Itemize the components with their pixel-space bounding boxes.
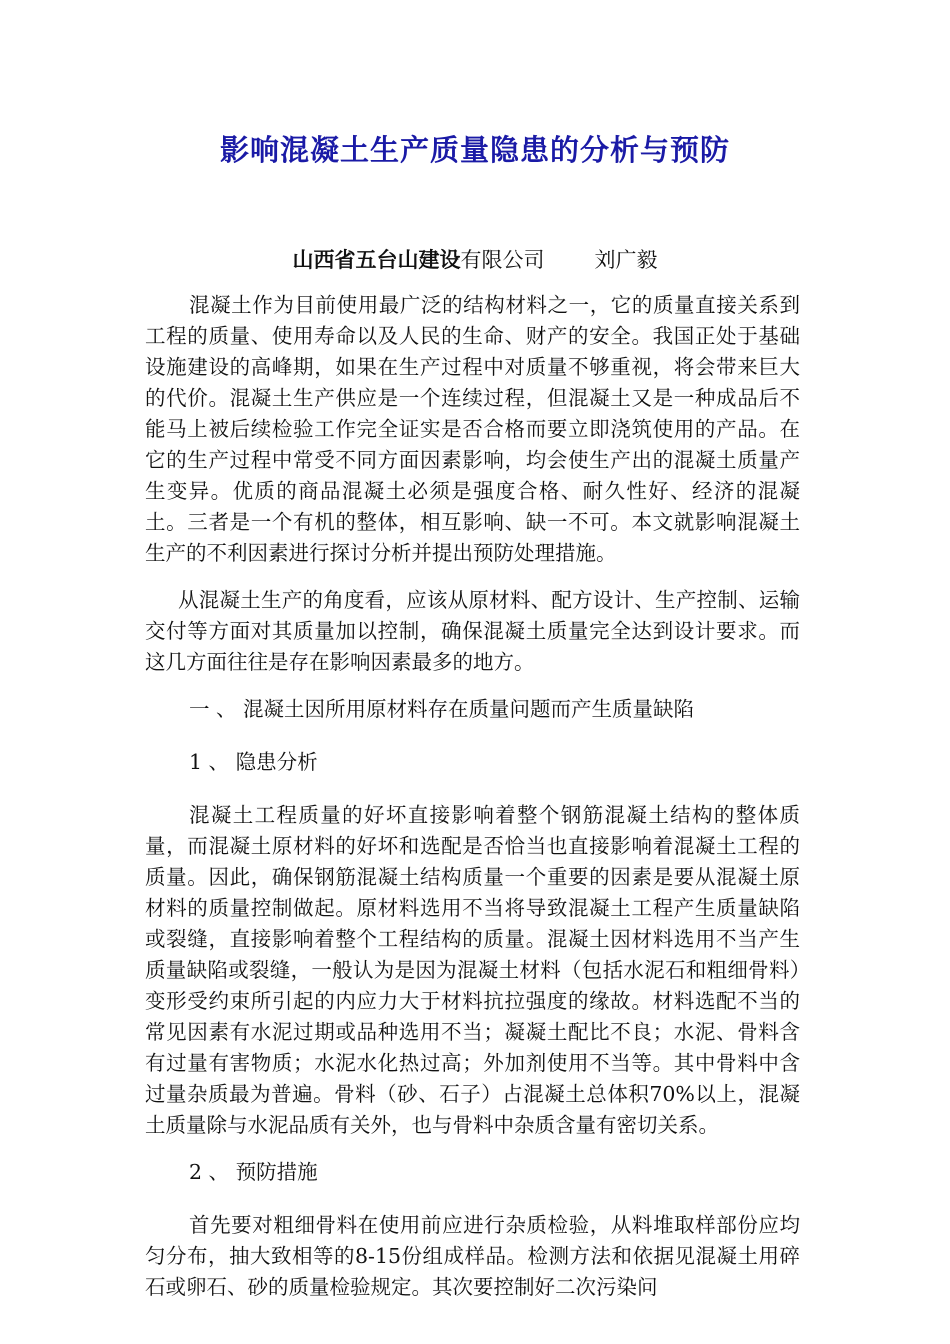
byline-org-bold: 山西省五台山建设 [292,247,461,272]
byline-author: 刘广毅 [594,248,658,272]
scope-paragraph: 从混凝土生产的角度看，应该从原材料、配方设计、生产控制、运输交付等方面对其质量加以控制，确保混凝土质量完全达到设计要求。而这几方面往往是存在影响因素最多的地方。 [145,588,800,674]
document-title: 影响混凝土生产质量隐患的分析与预防 [219,133,730,167]
section-heading-1: 一 、 混凝土因所用原材料存在质量问题而产生质量缺陷 [189,697,695,721]
measures-paragraph: 首先要对粗细骨料在使用前应进行杂质检验，从料堆取样部份应均匀分布，抽大致相等的8-15份组成样品。检测方法和依据见混凝土用碎石或卵石、砂的质量检验规定。其次要控制好二次污染问 [145,1213,800,1299]
subsection-heading-1: 1 、 隐患分析 [189,750,318,774]
subsection-heading-2: 2 、 预防措施 [189,1160,318,1184]
byline-org-rest: 有限公司 [460,248,545,272]
analysis-paragraph: 混凝土工程质量的好坏直接影响着整个钢筋混凝土结构的整体质量，而混凝土原材料的好坏和选配是否恰当也直接影响着混凝土工程的质量。因此，确保钢筋混凝土结构质量一个重要的因素是要从混凝土原材料的质量控制做起。原材料选用不当将导致混凝土工程产生质量缺陷或裂缝，直接影响着整个工程结构的质量。混凝土因材料选用不当产生质量缺陷或裂缝，一般认为是因为混凝土材料（包括水泥石和粗细骨料）变形受约束所引起的内应力大于材料抗拉强度的缘故。材料选配不当的常见因素有水泥过期或品种选用不当；凝凝土配比不良；水泥、骨料含有过量有害物质；水泥水化热过高；外加剂使用不当等。其中骨料中含过量杂质最为普遍。骨料（砂、石子）占混凝土总体积70%以上，混凝土质量除与水泥品质有关外，也与骨料中杂质含量有密切关系。 [145,803,800,1137]
intro-paragraph: 混凝土作为目前使用最广泛的结构材料之一，它的质量直接关系到工程的质量、使用寿命以及人民的生命、财产的安全。我国正处于基础设施建设的高峰期，如果在生产过程中对质量不够重视，将会带来巨大的代价。混凝土生产供应是一个连续过程，但混凝土又是一种成品后不能马上被后续检验工作完全证实是否合格而要立即浇筑使用的产品。在它的生产过程中常受不同方面因素影响，均会使生产出的混凝土质量产生变异。优质的商品混凝土必须是强度合格、耐久性好、经济的混凝土。三者是一个有机的整体，相互影响、缺一不可。本文就影响混凝土生产的不利因素进行探讨分析并提出预防处理措施。 [145,293,800,565]
document-body [145,290,800,1318]
byline [0,244,950,274]
